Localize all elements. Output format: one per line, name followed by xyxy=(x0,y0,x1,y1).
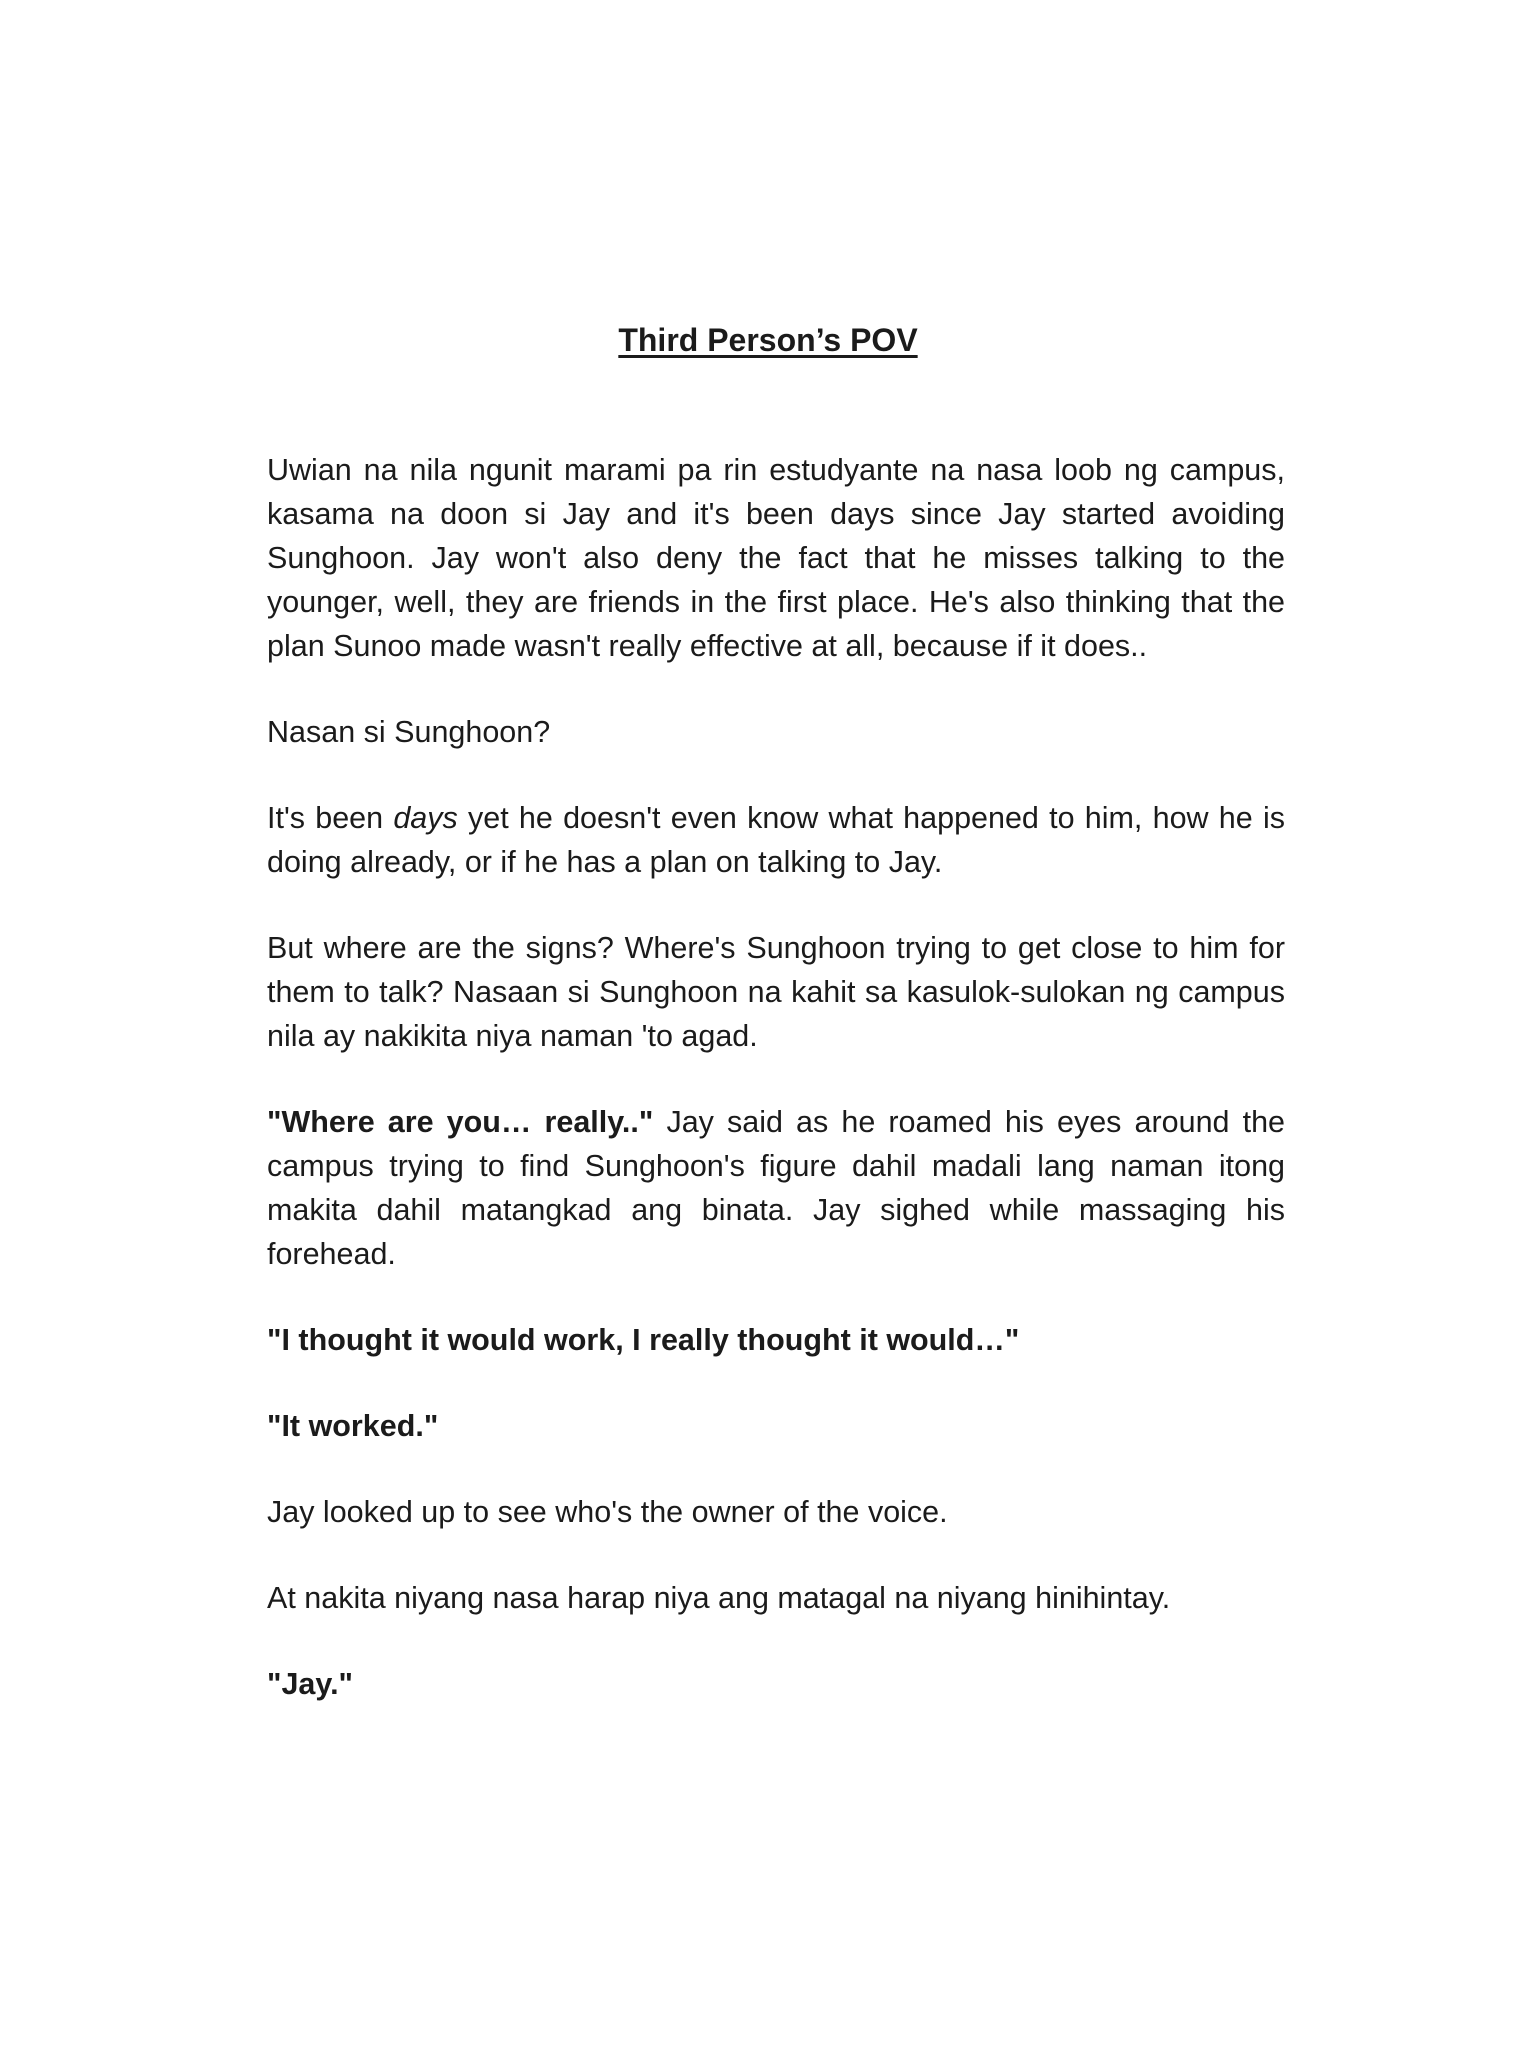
paragraph-4: But where are the signs? Where's Sunghoon trying to get close to him for them to talk? Nasaan si Sunghoon na kahit sa kasulok-sulokan ng campus nila ay nakikita niya naman 'to agad. xyxy=(267,931,1285,1053)
paragraph-6-dialogue: "I thought it would work, I really thought it would…" xyxy=(267,1323,1020,1357)
page-title: Third Person’s POV xyxy=(618,322,918,358)
paragraph-9: At nakita niyang nasa harap niya ang matagal na niyang hinihintay. xyxy=(267,1581,1171,1615)
paragraph-7-dialogue: "It worked." xyxy=(267,1409,439,1443)
paragraph-1: Uwian na nila ngunit marami pa rin estudyante na nasa loob ng campus, kasama na doon si Jay and it's been days since Jay started avoiding Sunghoon. Jay won't also deny the fact that he misses talking to the younger, well, they are friends in the first place. He's also thinking that the plan Sunoo made wasn't really effective at all, because if it does.. xyxy=(267,453,1285,663)
paragraph-3-emphasis: days xyxy=(393,801,458,835)
paragraph-8: Jay looked up to see who's the owner of the voice. xyxy=(267,1495,948,1529)
story-body xyxy=(267,448,1285,1748)
paragraph-3 xyxy=(267,796,1285,884)
paragraph-5 xyxy=(267,1100,1285,1276)
paragraph-5-dialogue: "Where are you… really.." xyxy=(267,1105,654,1139)
paragraph-2: Nasan si Sunghoon? xyxy=(267,715,551,749)
paragraph-10-dialogue: "Jay." xyxy=(267,1667,354,1701)
paragraph-3-text-end: yet he doesn't even know what happened to him, how he is doing already, or if he has a plan on talking to Jay. xyxy=(267,801,1285,879)
paragraph-5-narration: Jay said as he roamed his eyes around the campus trying to find Sunghoon's figure dahil madali lang naman itong makita dahil matangkad ang binata. Jay sighed while massaging his forehead. xyxy=(267,1105,1285,1271)
paragraph-3-text-start: It's been xyxy=(267,801,394,835)
